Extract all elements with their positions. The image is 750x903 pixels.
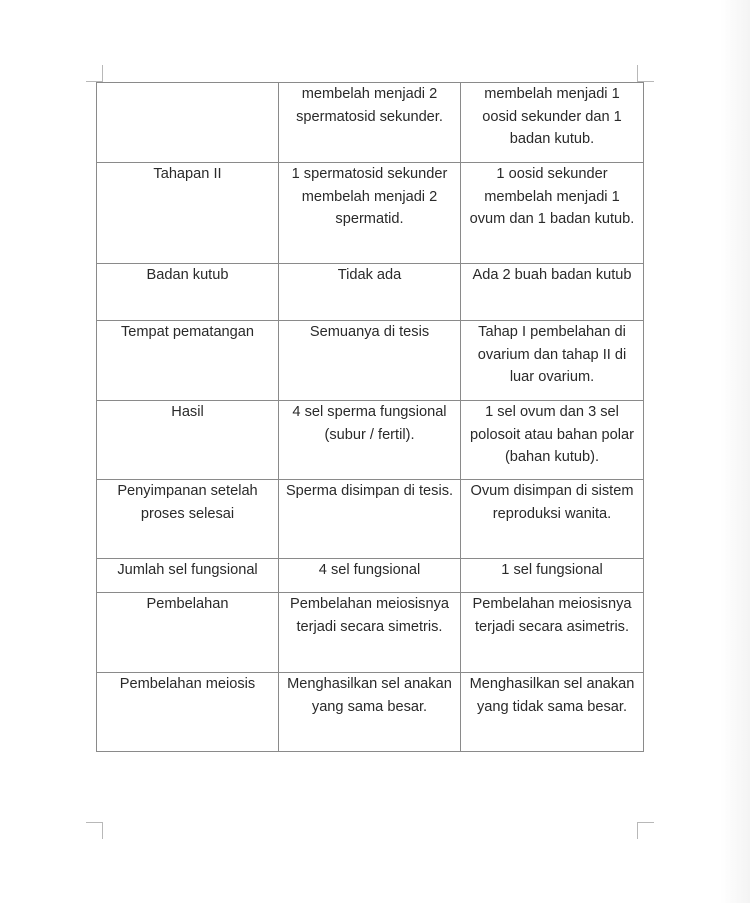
table-cell-aspect: Pembelahan bbox=[97, 593, 279, 673]
table-cell-aspect: Jumlah sel fungsional bbox=[97, 559, 279, 593]
table-cell-oogenesis: Ada 2 buah badan kutub bbox=[461, 264, 644, 321]
crop-mark-bottom-left bbox=[86, 822, 103, 839]
crop-mark-top-right bbox=[637, 65, 654, 82]
table-row bbox=[97, 480, 644, 559]
table-cell-spermatogenesis: Menghasilkan sel anakan yang sama besar. bbox=[279, 673, 461, 752]
table-cell-spermatogenesis: Semuanya di tesis bbox=[279, 321, 461, 401]
table-cell-oogenesis: Ovum disimpan di sistem reproduksi wanita. bbox=[461, 480, 644, 559]
comparison-table bbox=[96, 82, 644, 752]
table-row bbox=[97, 163, 644, 264]
crop-mark-top-left bbox=[86, 65, 103, 82]
table-cell-spermatogenesis: 4 sel sperma fungsional (subur / fertil). bbox=[279, 401, 461, 480]
table-row bbox=[97, 593, 644, 673]
table-row bbox=[97, 673, 644, 752]
table-row bbox=[97, 401, 644, 480]
table-cell-spermatogenesis: Pembelahan meiosisnya terjadi secara simetris. bbox=[279, 593, 461, 673]
table-cell-aspect: Badan kutub bbox=[97, 264, 279, 321]
table-cell-oogenesis: 1 oosid sekunder membelah menjadi 1 ovum dan 1 badan kutub. bbox=[461, 163, 644, 264]
table-cell-spermatogenesis: membelah menjadi 2 spermatosid sekunder. bbox=[279, 83, 461, 163]
table-row bbox=[97, 321, 644, 401]
table-row bbox=[97, 559, 644, 593]
table-cell-spermatogenesis: 4 sel fungsional bbox=[279, 559, 461, 593]
table-cell-oogenesis: membelah menjadi 1 oosid sekunder dan 1 badan kutub. bbox=[461, 83, 644, 163]
table-cell-aspect: Penyimpanan setelah proses selesai bbox=[97, 480, 279, 559]
table-cell-spermatogenesis: 1 spermatosid sekunder membelah menjadi 2 spermatid. bbox=[279, 163, 461, 264]
table-row bbox=[97, 264, 644, 321]
table-cell-oogenesis: 1 sel fungsional bbox=[461, 559, 644, 593]
table-cell-oogenesis: 1 sel ovum dan 3 sel polosoit atau bahan polar (bahan kutub). bbox=[461, 401, 644, 480]
table-cell-aspect: Hasil bbox=[97, 401, 279, 480]
page-edge-shadow bbox=[720, 0, 750, 903]
table-cell-oogenesis: Menghasilkan sel anakan yang tidak sama besar. bbox=[461, 673, 644, 752]
crop-mark-bottom-right bbox=[637, 822, 654, 839]
table-cell-aspect: Tempat pematangan bbox=[97, 321, 279, 401]
table-cell-spermatogenesis: Sperma disimpan di tesis. bbox=[279, 480, 461, 559]
table-cell-oogenesis: Pembelahan meiosisnya terjadi secara asimetris. bbox=[461, 593, 644, 673]
table-cell-aspect bbox=[97, 83, 279, 163]
table-cell-aspect: Pembelahan meiosis bbox=[97, 673, 279, 752]
table-cell-spermatogenesis: Tidak ada bbox=[279, 264, 461, 321]
table-cell-aspect: Tahapan II bbox=[97, 163, 279, 264]
table-cell-oogenesis: Tahap I pembelahan di ovarium dan tahap II di luar ovarium. bbox=[461, 321, 644, 401]
table-row bbox=[97, 83, 644, 163]
